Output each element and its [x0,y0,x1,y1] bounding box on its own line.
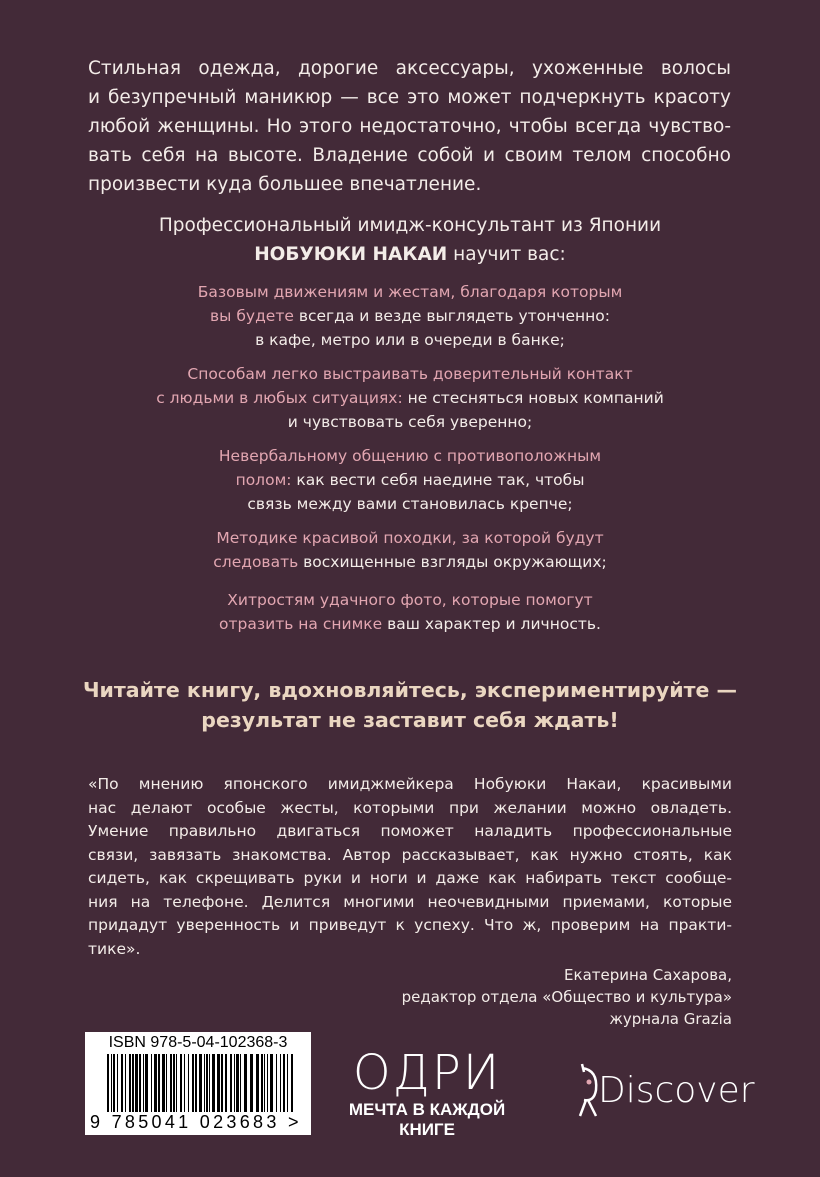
barcode-bar [121,1054,123,1112]
barcode-bar [225,1054,227,1112]
barcode-bar [143,1054,144,1112]
quote-line: нас делают особые жесты, которыми при желании можно овладеть. [88,798,732,817]
author-name: НОБУЮКИ НАКАИ [254,244,448,265]
item-accent: Методике красивой походки, за которой будут следовать [213,529,604,571]
quote-line: придадут уверенность и приведут к успеху. Что ж, проверим на практи- [88,916,732,934]
barcode-bars [107,1054,297,1112]
barcode-bar [162,1054,165,1112]
list-item [0,588,820,636]
barcode-bar [283,1054,285,1112]
barcode-bar [240,1054,241,1112]
barcode-bar [158,1054,160,1112]
barcode-bar [250,1054,253,1112]
item-accent: Невербальному общению с противоположным полом: [218,447,602,489]
barcode-bar [132,1054,134,1112]
barcode-bar [204,1054,205,1112]
list-item [0,362,820,434]
barcode-bar [212,1054,215,1112]
barcode-bar [125,1054,126,1112]
item-text: восхищенные взгляды окружающих; [298,553,607,571]
odri-wordmark: ОДРИ [352,1045,502,1101]
barcode-bar [129,1054,131,1112]
lead-rest: научит вас: [447,244,566,265]
list-item [0,280,820,352]
barcode-bar [206,1054,208,1112]
barcode-bar [264,1054,265,1112]
barcode-bar [192,1054,194,1112]
quote-line: сидеть, как скрещивать руки и ноги и даже как набирать текст сообще- [88,869,732,887]
barcode-bar [107,1054,109,1112]
quote-line: «По мнению японского имиджмейкера Нобуюки Накаи, красивыми [88,775,732,793]
cta-line: Читайте книгу, вдохновляйтесь, экспериментируйте — [82,678,737,702]
quote-line: ния на телефоне. Делится многими неочевидными приемами, которые [88,892,732,911]
quote-line: Умение правильно двигаться поможет наладить профессиональные [88,822,732,840]
walking-figure-icon [578,1060,600,1120]
quote-line: тике». [88,939,141,958]
barcode-bar [173,1054,175,1112]
discover-logo [578,1060,755,1120]
intro-line: Стильная одежда, дорогие аксессуары, ухоженные волосы [88,58,731,79]
publisher-logo [338,1045,516,1140]
barcode-bar [111,1054,112,1112]
barcode-bar [256,1054,259,1112]
barcode-bar [151,1054,152,1112]
call-to-action [0,675,820,735]
isbn-text: ISBN 978-5-04-102368-3 [108,1034,288,1051]
barcode-bar [270,1054,273,1112]
barcode-bar [244,1054,247,1112]
barcode-bar [267,1054,268,1112]
list-item [0,526,820,574]
barcode-bar [217,1054,220,1112]
barcode-digits: 9 785041 023683 > [90,1112,302,1132]
barcode-bar [139,1054,141,1112]
item-accent: Базовым движениям и жестам, благодаря которым вы будете [197,283,623,325]
barcode-bar [236,1054,239,1112]
barcode-bar [287,1054,288,1112]
barcode-bar [184,1054,185,1112]
barcode-bar [280,1054,281,1112]
barcode-bar [135,1054,138,1112]
barcode-bar [170,1054,172,1112]
intro-line: вать себя на высоте. Владение собой и своим телом способно [88,145,731,166]
barcode-bar [195,1054,197,1112]
item-text: не стесняться новых компаний и чувствовать себя уверенно; [287,389,664,431]
publisher-tagline: МЕЧТА В КАЖДОЙ КНИГЕ [348,1100,506,1139]
isbn-barcode [85,1032,311,1135]
barcode-bar [180,1054,182,1112]
intro-line: произвести куда большее впечатление. [88,174,482,195]
barcode-bar [154,1054,157,1112]
barcode-bar [221,1054,223,1112]
barcode-bar [188,1054,189,1112]
barcode-bar [145,1054,148,1112]
barcode-bar [113,1054,115,1112]
attribution-publication: журнала Grazia [609,1010,732,1028]
barcode-bar [199,1054,202,1112]
item-text: ваш характер и личность. [382,615,601,633]
barcode-bar [166,1054,167,1112]
barcode-bar [209,1054,210,1112]
review-quote [88,773,732,961]
quote-line: связи, завязать знакомства. Автор рассказывает, как нужно стоять, как [88,845,732,864]
barcode-bar [176,1054,177,1112]
quote-attribution [402,964,732,1030]
item-text: как вести себя наедине так, чтобы связь между вами становилась крепче; [247,471,585,513]
intro-paragraph [88,54,731,199]
barcode-bar [117,1054,118,1112]
item-accent: Способам легко выстраивать доверительный контакт с людьми в любых ситуациях: [156,365,633,407]
barcode-bar [291,1054,293,1112]
benefits-list [0,280,820,636]
lead-paragraph [0,211,820,269]
cta-line: результат не заставит себя ждать! [201,708,619,732]
lead-line: Профессиональный имидж-консультант из Японии [158,215,662,236]
attribution-name: Екатерина Сахарова, [564,966,732,984]
intro-line: любой женщины. Но этого недостаточно, чтобы всегда чувство- [88,116,731,137]
list-item [0,444,820,516]
intro-line: и безупречный маникюр — все это может подчеркнуть красоту [88,87,731,108]
discover-wordmark: Discover [598,1069,755,1111]
barcode-bar [276,1054,277,1112]
barcode-bar [261,1054,263,1112]
attribution-role: редактор отдела «Общество и культура» [401,988,732,1006]
item-accent: Хитростям удачного фото, которые помогут отразить на снимке [219,591,593,633]
item-text: всегда и везде выглядеть утонченно: в кафе, метро или в очереди в банке; [255,307,610,349]
barcode-bar [234,1054,235,1112]
barcode-bar [230,1054,232,1112]
